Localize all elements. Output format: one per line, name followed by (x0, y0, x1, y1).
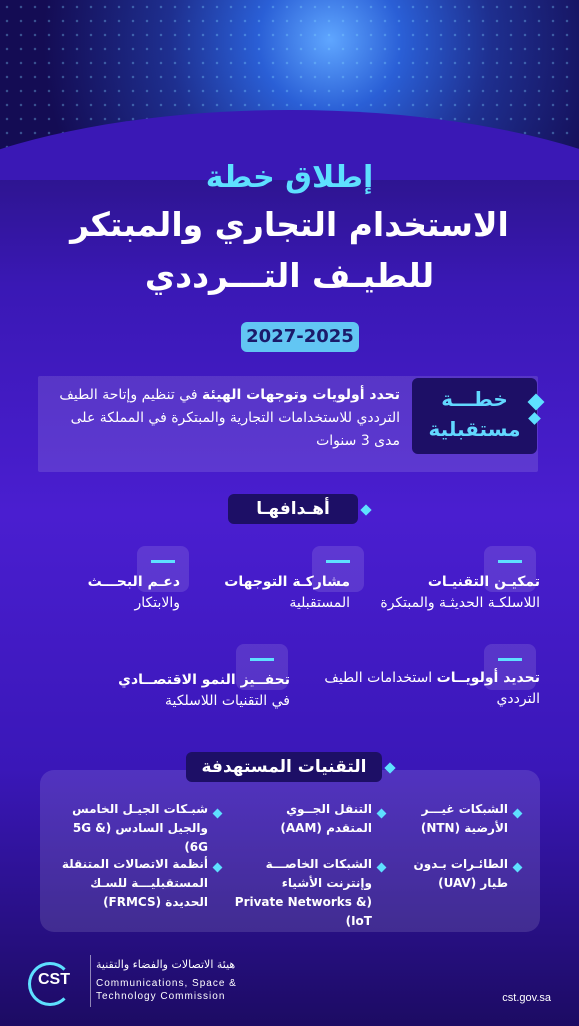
diamond-icon (360, 504, 371, 515)
goal-item-5 (30, 670, 290, 712)
goal-title: تحفــيز النمو الاقتصــادي (118, 672, 290, 688)
goal-desc: في التقنيات اللاسلكية (165, 693, 290, 709)
goal-title: تمكيـن التقنيـات (427, 574, 540, 590)
logo-text: CST (38, 971, 70, 988)
org-name-en (96, 977, 296, 1003)
plan-text-rest: في تنظيم وإتاحة الطيف الترددي للاستخدامات التجارية والمبتكرة في المملكة على مدى 3 سنوات (59, 387, 400, 449)
footer-divider (90, 955, 91, 1007)
goal-title: تحديد أولويــات (436, 670, 540, 686)
tech-item-aam: التنقل الجــوي المتقدم (AAM) (280, 802, 372, 835)
title-line-1: إطلاق خطة (205, 160, 374, 195)
tech-item-uav: الطائـرات بـدون طيار (UAV) (413, 857, 508, 890)
title-line-2: الاستخدام التجاري والمبتكر (70, 205, 509, 244)
plan-label: خطـــة مستقبلية (412, 378, 537, 454)
org-name-ar: هيئة الاتصالات والفضاء والتقنية (96, 958, 236, 971)
org-name-en-line1: Communications, Space & (96, 978, 237, 989)
goal-item-3 (10, 572, 180, 614)
goal-desc: اللاسلكـة الحديثـة والمبتكرة (380, 595, 540, 611)
technologies-label: التقنيات المستهدفة (186, 752, 382, 782)
goal-item-1 (370, 572, 540, 614)
goal-desc: استخدامات الطيف الترددي (324, 670, 540, 707)
website-link[interactable]: cst.gov.sa (502, 992, 551, 1004)
years-badge: 2027-2025 (241, 322, 359, 352)
plan-text-bold: تحدد أولويات وتوجهات الهيئة (202, 387, 400, 403)
tech-item-5g-6g: شبـكات الجيـل الخامس والجيل السادس (5G & 6G) (72, 802, 208, 854)
goal-title: مشاركـة التوجهات (224, 574, 350, 590)
title-line-3: للطيـف التـــرددي (144, 256, 435, 295)
goal-desc: المستقبلية (289, 595, 350, 611)
org-name-en-line2: Technology Commission (96, 991, 226, 1002)
goal-desc: والابتكار (134, 595, 180, 611)
goal-title: دعـم البحـــث (87, 574, 180, 590)
tech-item-ntn: الشبكات غيـــر الأرضية (NTN) (420, 802, 508, 835)
goals-label: أهـدافهـا (228, 494, 358, 524)
tech-item-private-iot: الشبكات الخاصـــة وإنترنت الأشياء (Private Networks & IoT) (234, 857, 372, 928)
cst-logo (24, 962, 80, 1002)
tech-item-frmcs: أنظمة الاتصالات المتنقلة المستقبليـــة للسـك الحديدة (FRMCS) (61, 857, 208, 909)
goal-item-4 (310, 668, 540, 710)
hero-globe-image (0, 0, 579, 180)
plan-description (50, 384, 400, 453)
goal-item-2 (180, 572, 350, 614)
